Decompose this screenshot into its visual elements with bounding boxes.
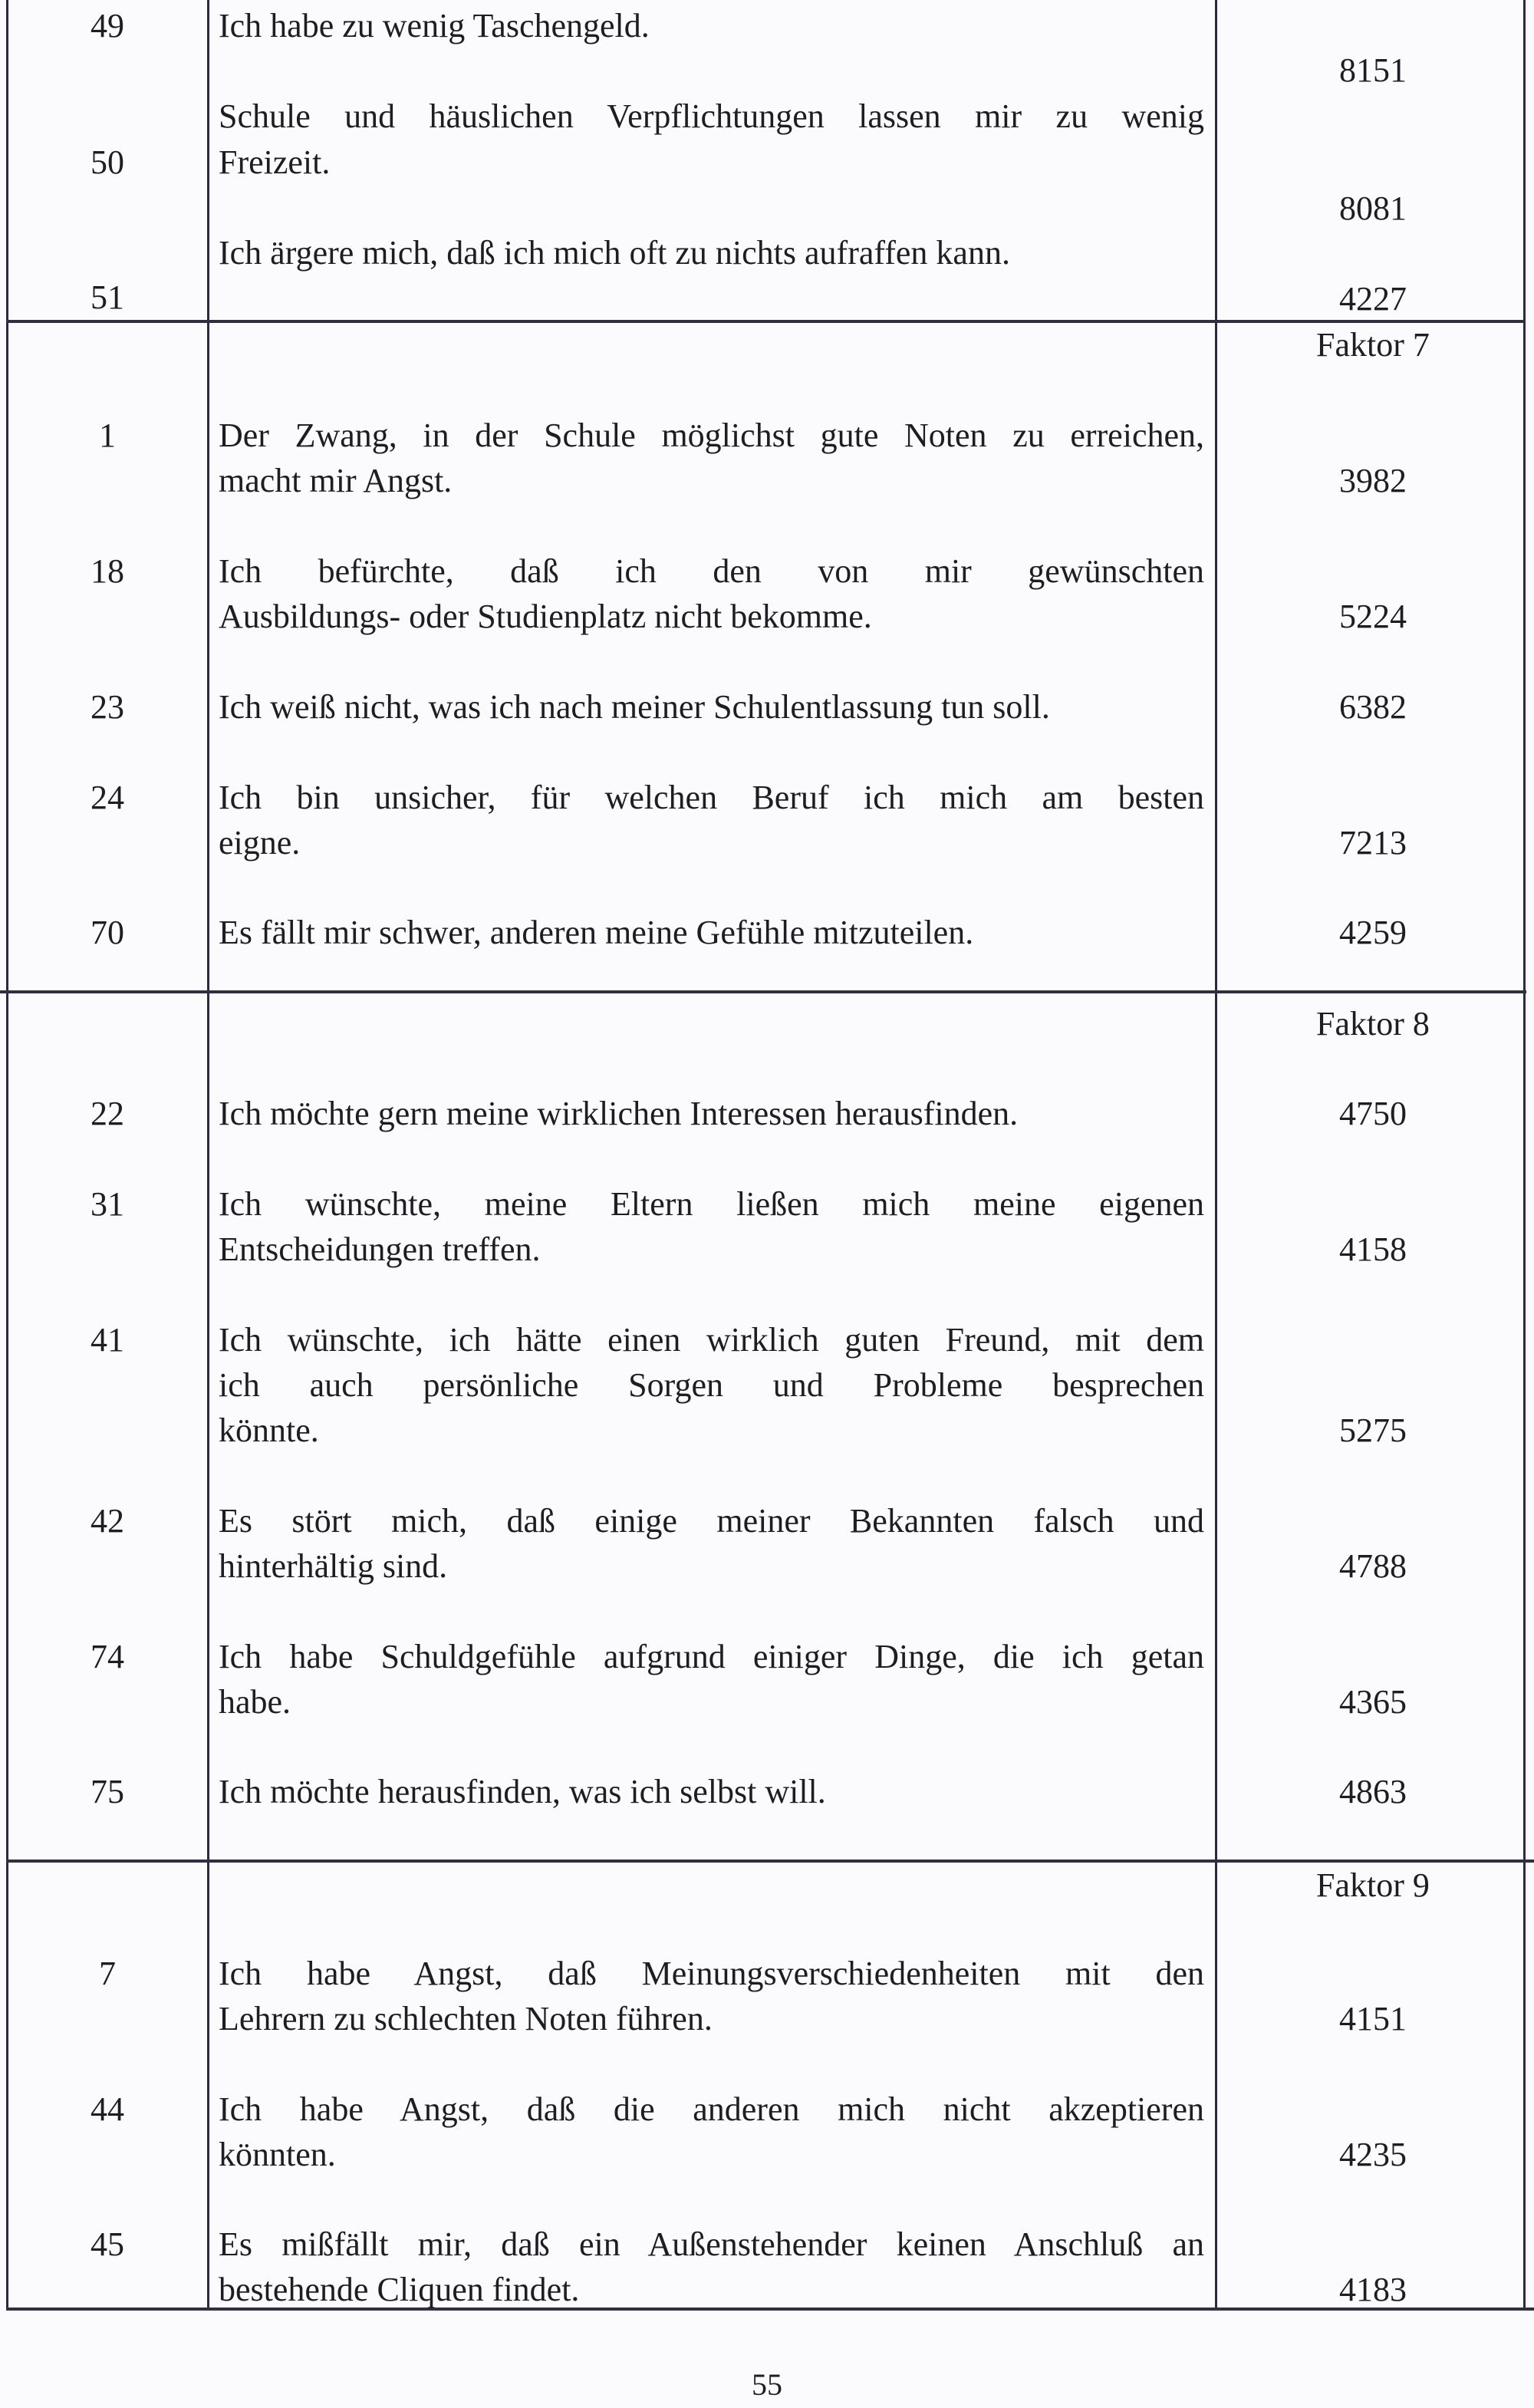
factor-loading: 5224 bbox=[1339, 598, 1407, 635]
item-text: Lehrern zu schlechten Noten führen. bbox=[219, 2000, 713, 2037]
item-text: Ich habe Schuldgefühle aufgrund einiger Dinge, die ich getan bbox=[219, 1638, 1204, 1675]
item-number: 7 bbox=[99, 1955, 116, 1992]
item-text: Der Zwang, in der Schule möglichst gute Noten zu erreichen, bbox=[219, 417, 1204, 454]
factor-loading: 4151 bbox=[1339, 2000, 1407, 2037]
item-column-divider bbox=[207, 0, 209, 2311]
item-number: 51 bbox=[91, 278, 124, 316]
item-number: 50 bbox=[91, 143, 124, 181]
item-text: Ich habe Angst, daß Meinungsverschiedenheiten mit den bbox=[219, 1955, 1204, 1992]
item-number: 1 bbox=[99, 417, 116, 454]
item-text: Ich bin unsicher, für welchen Beruf ich mich am besten bbox=[219, 779, 1204, 816]
table-left-border bbox=[6, 0, 8, 2311]
item-text: Ich ärgere mich, daß ich mich oft zu nichts aufraffen kann. bbox=[219, 234, 1010, 272]
item-text: hinterhältig sind. bbox=[219, 1547, 448, 1585]
factor-loading: 4158 bbox=[1339, 1230, 1407, 1268]
item-text: bestehende Cliquen findet. bbox=[219, 2271, 580, 2308]
factor-loading: 8151 bbox=[1339, 51, 1407, 89]
factor-loading: 4750 bbox=[1339, 1095, 1407, 1132]
item-text: Es mißfällt mir, daß ein Außenstehender keinen Anschluß an bbox=[219, 2225, 1204, 2263]
item-number: 75 bbox=[91, 1773, 124, 1810]
factor-loading: 4365 bbox=[1339, 1683, 1407, 1721]
item-text: Ich möchte gern meine wirklichen Interessen herausfinden. bbox=[219, 1095, 1019, 1132]
factor-loading: 4788 bbox=[1339, 1547, 1407, 1585]
value-column-divider bbox=[1215, 0, 1217, 2311]
item-text: könnte. bbox=[219, 1412, 319, 1449]
factor-loading: 4183 bbox=[1339, 2271, 1407, 2308]
factor-loading: 4259 bbox=[1339, 914, 1407, 951]
factor-header: Faktor 8 bbox=[1316, 1005, 1430, 1043]
factor-loading: 4227 bbox=[1339, 280, 1407, 318]
item-text: habe. bbox=[219, 1683, 291, 1721]
item-number: 24 bbox=[91, 779, 124, 816]
factor-loading: 4235 bbox=[1339, 2136, 1407, 2173]
page-number: 55 bbox=[752, 2367, 782, 2402]
item-number: 22 bbox=[91, 1095, 124, 1132]
item-number: 70 bbox=[91, 914, 124, 951]
item-number: 42 bbox=[91, 1502, 124, 1540]
item-text: Ich wünschte, ich hätte einen wirklich guten Freund, mit dem bbox=[219, 1321, 1204, 1359]
item-text: Ich habe Angst, daß die anderen mich nicht akzeptieren bbox=[219, 2090, 1204, 2128]
factor-loading: 8081 bbox=[1339, 189, 1407, 227]
factor-loading: 4863 bbox=[1339, 1773, 1407, 1810]
item-text: Ich wünschte, meine Eltern ließen mich meine eigenen bbox=[219, 1185, 1204, 1223]
factor-loading: 5275 bbox=[1339, 1412, 1407, 1449]
factor-header: Faktor 7 bbox=[1316, 326, 1430, 364]
item-number: 23 bbox=[91, 688, 124, 726]
factor-loading: 7213 bbox=[1339, 824, 1407, 861]
item-text: Freizeit. bbox=[219, 143, 331, 181]
item-text: Es stört mich, daß einige meiner Bekannten falsch und bbox=[219, 1502, 1204, 1540]
item-text: Ich befürchte, daß ich den von mir gewünschten bbox=[219, 552, 1204, 590]
factor-loading: 6382 bbox=[1339, 688, 1407, 726]
item-text: Es fällt mir schwer, anderen meine Gefühle mitzuteilen. bbox=[219, 914, 974, 951]
item-text: Ich habe zu wenig Taschengeld. bbox=[219, 7, 650, 44]
item-text: könnten. bbox=[219, 2136, 336, 2173]
item-number: 44 bbox=[91, 2090, 124, 2128]
item-text: Entscheidungen treffen. bbox=[219, 1230, 541, 1268]
item-text: eigne. bbox=[219, 824, 301, 861]
item-text: macht mir Angst. bbox=[219, 462, 453, 499]
item-number: 74 bbox=[91, 1638, 124, 1675]
section-divider bbox=[0, 990, 1526, 993]
item-text: Schule und häuslichen Verpflichtungen lassen mir zu wenig bbox=[219, 97, 1204, 135]
item-number: 41 bbox=[91, 1321, 124, 1359]
factor-header: Faktor 9 bbox=[1316, 1866, 1430, 1904]
item-number: 18 bbox=[91, 552, 124, 590]
item-text: Ausbildungs- oder Studienplatz nicht bekomme. bbox=[219, 598, 872, 635]
factor-loading: 3982 bbox=[1339, 462, 1407, 499]
item-text: Ich möchte herausfinden, was ich selbst will. bbox=[219, 1773, 826, 1810]
item-text: Ich weiß nicht, was ich nach meiner Schulentlassung tun soll. bbox=[219, 688, 1050, 726]
item-text: ich auch persönliche Sorgen und Probleme besprechen bbox=[219, 1366, 1204, 1404]
item-number: 31 bbox=[91, 1185, 124, 1223]
item-number: 45 bbox=[91, 2225, 124, 2263]
item-number: 49 bbox=[91, 7, 124, 44]
